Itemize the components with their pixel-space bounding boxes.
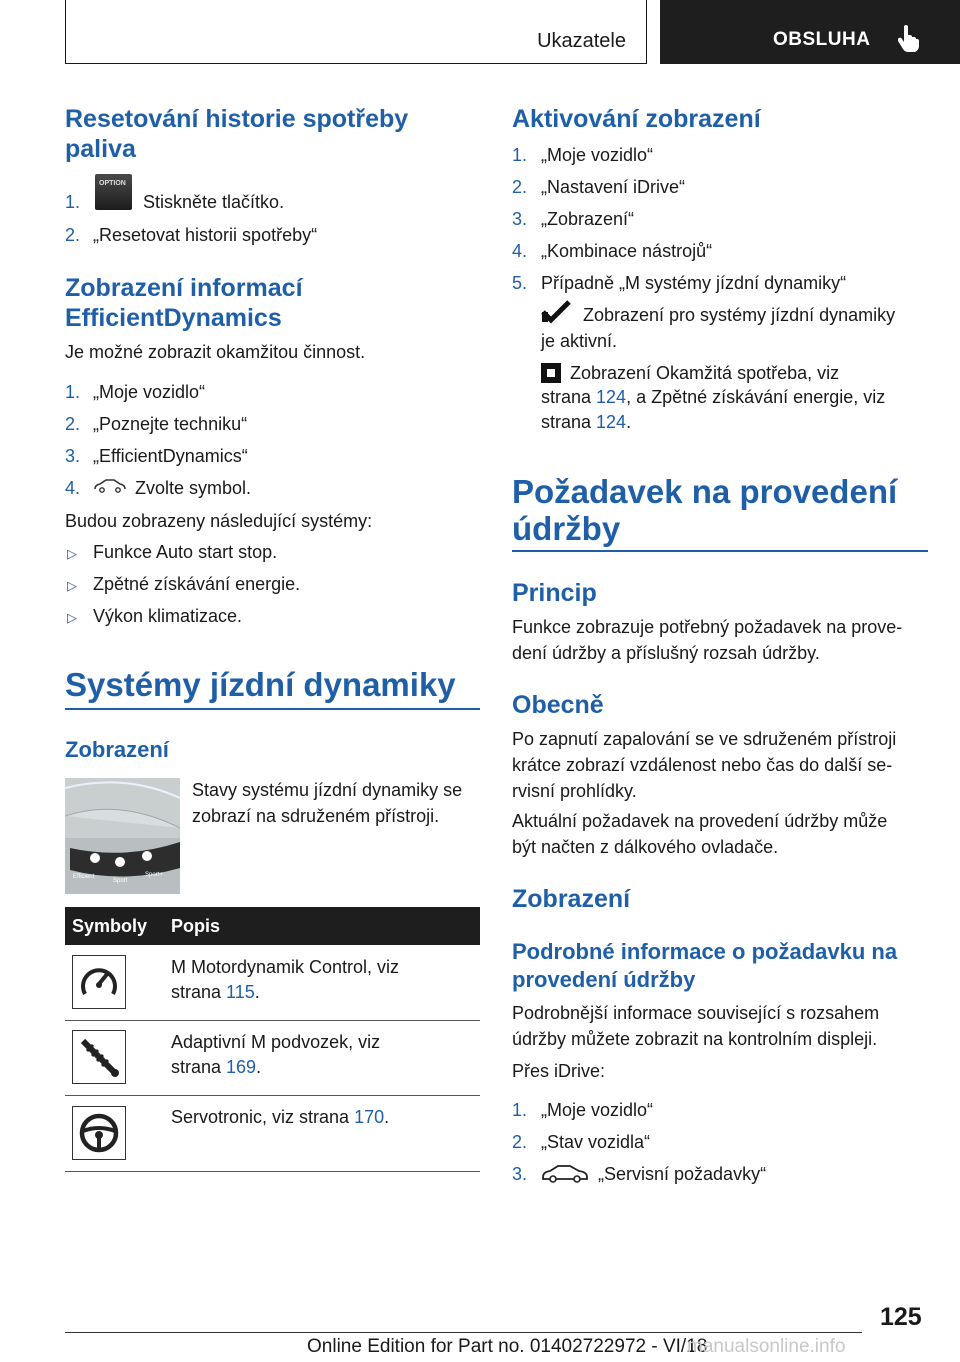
- list-item-text: „Poznejte techniku“: [93, 414, 248, 434]
- page-link[interactable]: 124: [596, 412, 627, 432]
- table-row-icon-cell: [72, 955, 126, 1009]
- table-cell-text: strana 169.: [171, 1057, 262, 1077]
- list-item-text: „Moje vozidlo“: [541, 145, 654, 165]
- list-item-text: Zvolte symbol.: [135, 478, 252, 498]
- paragraph: Aktuální požadavek na provedení údržby může: [512, 811, 888, 831]
- heading-principle: Princip: [512, 579, 597, 607]
- table-cell-text: strana 115.: [171, 982, 260, 1002]
- list-number: 1.: [65, 192, 81, 212]
- paragraph: Je možné zobrazit okamžitou činnost.: [65, 342, 366, 362]
- option-button-icon: OPTION: [95, 174, 132, 210]
- bullet-item-text: Zpětné získávání energie.: [93, 574, 301, 594]
- paragraph: Zobrazení Okamžitá spotřeba, viz: [570, 363, 840, 383]
- paragraph: strana 124, a Zpětné získávání energie, viz: [541, 387, 886, 407]
- bullet-triangle-icon: ▷: [67, 610, 77, 625]
- paragraph: být načten z dálkového ovladače.: [512, 837, 779, 857]
- table-header-description: Popis: [171, 916, 221, 936]
- paragraph: je aktivní.: [541, 331, 618, 351]
- list-item-text: „Moje vozidlo“: [93, 382, 206, 402]
- cluster-label: Sport+: [145, 872, 163, 878]
- car-symbol-icon: [93, 477, 127, 495]
- list-number: 1.: [512, 1100, 528, 1120]
- list-item-text: Stiskněte tlačítko.: [143, 192, 285, 212]
- table-row-icon-cell: [72, 1030, 126, 1084]
- bullet-triangle-icon: ▷: [67, 546, 77, 561]
- cluster-label: Sport: [113, 878, 128, 884]
- heading-service-request-2: údržby: [512, 510, 621, 547]
- header-section-title: Ukazatele: [537, 30, 626, 52]
- paragraph: Přes iDrive:: [512, 1061, 606, 1081]
- list-item-text: „Moje vozidlo“: [541, 1100, 654, 1120]
- heading-display-right: Zobrazení: [512, 885, 631, 913]
- heading-activate-display: Aktivování zobrazení: [512, 105, 761, 133]
- list-item-text: „Stav vozidla“: [541, 1132, 651, 1152]
- header-section-box: [65, 0, 647, 64]
- page-link[interactable]: 170: [354, 1107, 385, 1127]
- bullet-item-text: Funkce Auto start stop.: [93, 542, 278, 562]
- page-number: 125: [880, 1303, 922, 1331]
- page-link[interactable]: 169: [226, 1057, 257, 1077]
- heading-service-request-1: Požadavek na provedení: [512, 473, 898, 510]
- page-link[interactable]: 124: [596, 387, 627, 407]
- heading-drive-systems: Systémy jízdní dynamiky: [65, 666, 456, 703]
- paragraph: Stavy systému jízdní dynamiky se: [192, 780, 463, 800]
- list-number: 3.: [65, 446, 81, 466]
- list-number: 4.: [512, 241, 528, 261]
- paragraph: krátce zobrazí vzdálenost nebo čas do další se‐: [512, 755, 893, 775]
- heading-general: Obecně: [512, 691, 604, 719]
- bullet-item-text: Výkon klimatizace.: [93, 606, 243, 626]
- paragraph: rvisní prohlídky.: [512, 781, 637, 801]
- heading-rule: [512, 550, 928, 552]
- paragraph: Zobrazení pro systémy jízdní dynamiky: [583, 305, 896, 325]
- page-link[interactable]: 115: [226, 982, 255, 1002]
- gauge-icon: [73, 956, 125, 1008]
- paragraph: Podrobnější informace související s rozsahem: [512, 1003, 880, 1023]
- shock-absorber-icon: [73, 1031, 125, 1083]
- list-number: 2.: [512, 1132, 528, 1152]
- list-item-text: „Kombinace nástrojů“: [541, 241, 713, 261]
- paragraph: údržby můžete zobrazit na kontrolním displeji.: [512, 1029, 878, 1049]
- heading-detail-1: Podrobné informace o požadavku na: [512, 939, 898, 964]
- table-cell-text: M Motordynamik Control, viz: [171, 957, 400, 977]
- list-number: 2.: [65, 225, 81, 245]
- list-item-text: Případně „M systémy jízdní dynamiky“: [541, 273, 847, 293]
- bullet-triangle-icon: ▷: [67, 578, 77, 593]
- paragraph: strana 124.: [541, 412, 632, 432]
- table-divider: [65, 1095, 480, 1096]
- table-divider: [65, 1020, 480, 1021]
- list-item-text: „Zobrazení“: [541, 209, 635, 229]
- paragraph: dení údržby a příslušný rozsah údržby.: [512, 643, 820, 663]
- steering-wheel-icon: [73, 1107, 125, 1159]
- heading-efficientdynamics-1: Zobrazení informací: [65, 274, 303, 302]
- heading-reset-history: Resetování historie spotřeby paliva: [65, 105, 409, 163]
- list-number: 3.: [512, 1164, 528, 1184]
- list-number: 4.: [65, 478, 81, 498]
- table-cell-text: Adaptivní M podvozek, viz: [171, 1032, 381, 1052]
- checkbox-unchecked-icon: [541, 363, 561, 383]
- edition-note: Online Edition for Part no. 01402722972 - VI/18: [307, 1336, 708, 1357]
- table-header-symbols: Symboly: [72, 916, 148, 936]
- table-row-icon-cell: [72, 1106, 126, 1160]
- list-number: 5.: [512, 273, 528, 293]
- list-item-text: „EfficientDynamics“: [93, 446, 248, 466]
- checkbox-checked-icon: [541, 300, 575, 324]
- table-header: [65, 907, 480, 945]
- paragraph: Po zapnutí zapalování se ve sdruženém přístroji: [512, 729, 897, 749]
- list-number: 1.: [512, 145, 528, 165]
- paragraph: zobrazí na sdruženém přístroji.: [192, 806, 440, 826]
- list-number: 3.: [512, 209, 528, 229]
- list-number: 1.: [65, 382, 81, 402]
- header-chapter-title: OBSLUHA: [773, 29, 871, 50]
- watermark: manualsonline.info: [687, 1336, 846, 1357]
- instrument-cluster-image: [65, 778, 180, 894]
- header-chapter-tab: [660, 0, 960, 64]
- footer-rule: [65, 1332, 862, 1333]
- paragraph: Budou zobrazeny následující systémy:: [65, 511, 373, 531]
- pointing-hand-icon: [898, 24, 920, 52]
- heading-detail-2: provedení údržby: [512, 967, 696, 992]
- car-outline-icon: [540, 1162, 590, 1184]
- list-item-text: „Resetovat historii spotřeby“: [93, 225, 318, 245]
- table-divider: [65, 1171, 480, 1172]
- heading-efficientdynamics-2: EfficientDynamics: [65, 304, 282, 332]
- list-item-text: „Nastavení iDrive“: [541, 177, 686, 197]
- list-number: 2.: [512, 177, 528, 197]
- heading-rule: [65, 708, 480, 710]
- paragraph: Funkce zobrazuje potřebný požadavek na prove‐: [512, 617, 903, 637]
- list-item-text: „Servisní požadavky“: [598, 1164, 767, 1184]
- table-cell-text: Servotronic, viz strana 170.: [171, 1107, 390, 1127]
- list-number: 2.: [65, 414, 81, 434]
- heading-display: Zobrazení: [65, 737, 169, 762]
- cluster-label: Efficient: [73, 874, 95, 880]
